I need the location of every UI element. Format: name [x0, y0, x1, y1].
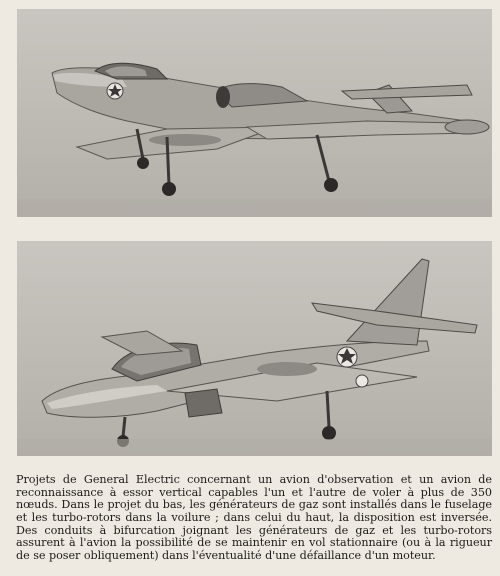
- figure-caption: Projets de General Electric concernant un avion d'observation et un avion de reconnaissance à essor vertical capables l'un et l'autre de voler à plus de 350 nœuds. Dans le projet du bas, les générateurs de gaz sont installés dans le fuselage et les turbo-rotors dans la voilure ; dans celui du haut, la disposition est inversée. Des conduits à bifurcation joignant les générateurs de gaz et les turbo-rotors assurent à l'avion la possibilité de se maintenir en vol stationnaire (ou à la rigueur de se poser obliquement) dans l'éventualité d'une défaillance d'un moteur.: [16, 473, 492, 562]
- observation-aircraft-illustration: [17, 9, 492, 217]
- reconnaissance-aircraft-illustration: [17, 241, 492, 456]
- aircraft-photo-top: [17, 9, 492, 217]
- aircraft-photo-bottom: [17, 241, 492, 456]
